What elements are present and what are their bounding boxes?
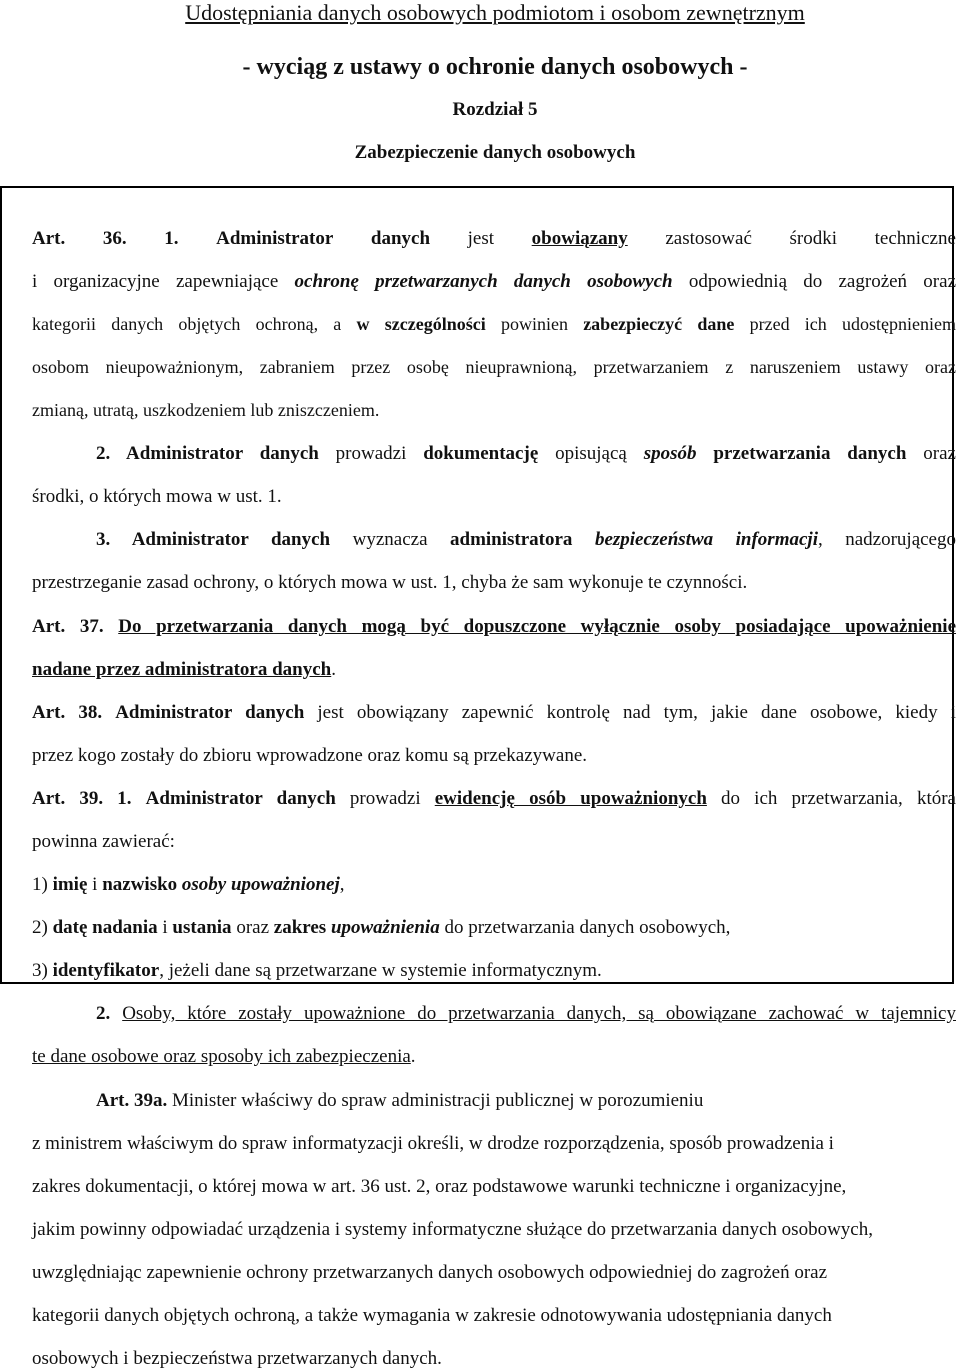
art39a-line-5: uwzględniając zapewnienie ochrony przetwarzanych danych osobowych odpowiedniej do zagrożeń oraz — [32, 1262, 828, 1283]
point-2: 2. — [96, 1003, 111, 1024]
art39-item-2 — [32, 917, 730, 939]
text-span: . — [410, 1046, 416, 1067]
text-span: datę nadania — [52, 917, 158, 938]
document-subtitle: - wyciąg z ustawy o ochronie danych osobowych - — [242, 54, 748, 80]
text-span: prowadzi — [318, 443, 424, 464]
art39-line-1 — [32, 788, 956, 810]
art37-text: Do przetwarzania danych mogą być dopuszczone wyłącznie osoby posiadające upoważnienie — [118, 616, 957, 637]
text-span: prowadzi — [335, 788, 435, 809]
art39-label: Art. 39. 1. — [32, 788, 132, 809]
text-span: 1) — [32, 874, 53, 895]
text-span: , jeżeli dane są przetwarzane w systemie informatycznym. — [159, 960, 602, 981]
text-span: . — [331, 659, 336, 680]
art39a-line-1 — [96, 1090, 703, 1112]
art39a-line-2: z ministrem właściwym do spraw informatyzacji określi, w drodze rozporządzenia, sposób prowadzenia i — [32, 1133, 834, 1154]
text-span: 2) — [32, 917, 53, 938]
text-span: nazwisko — [102, 874, 178, 895]
art36-number: 36. — [102, 228, 127, 249]
text-span — [572, 529, 595, 550]
point-3: 3. — [96, 529, 111, 550]
text-span: ustania — [172, 917, 232, 938]
art39a-label: Art. 39a. — [96, 1090, 168, 1111]
chapter-title: Zabezpieczenie danych osobowych — [354, 142, 636, 163]
text-span: oraz — [231, 917, 274, 938]
word-administrator: Administrator — [216, 228, 334, 249]
emphasis-bezpieczenstwa: bezpieczeństwa informacji — [594, 529, 818, 550]
text-span: , nadzorującego — [817, 529, 956, 550]
word-techniczne: techniczne — [874, 228, 956, 249]
text-span: oraz — [906, 443, 956, 464]
word-zastosowac: zastosować — [665, 228, 752, 249]
text-span: osoby upoważnionej — [181, 874, 340, 895]
art36-line-1 — [32, 228, 956, 250]
art36-p2-line-2: środki, o których mowa w ust. 1. — [32, 486, 282, 507]
text-span: 3) — [32, 960, 53, 981]
art36-p3-line-1 — [96, 529, 956, 551]
art36-p2-line-1 — [96, 443, 956, 465]
word-jest: jest — [467, 228, 495, 249]
art36-line-2 — [32, 271, 956, 293]
art36-line-5: zmianą, utratą, uszkodzeniem lub zniszczeniem. — [32, 400, 380, 420]
point-2: 2. — [96, 443, 111, 464]
art39-item-1 — [32, 874, 345, 896]
word-srodki: środki — [789, 228, 838, 249]
art37-text-cont: nadane przez administratora danych — [32, 659, 332, 680]
text-span: opisującą — [538, 443, 644, 464]
text-span: imię — [52, 874, 88, 895]
text-span: do ich przetwarzania, która — [706, 788, 956, 809]
art36-point: 1. — [164, 228, 179, 249]
text-span: Administrator danych — [110, 443, 319, 464]
frame-left-border — [0, 186, 2, 984]
art38-line-1 — [32, 702, 956, 724]
text-span: identyfikator — [52, 960, 160, 981]
art39-p2-line-1 — [96, 1003, 956, 1025]
text-span: i — [87, 874, 103, 895]
art39a-line-6: kategorii danych objętych ochroną, a także wymagania w zakresie odnotowywania udostępniania danych — [32, 1305, 832, 1326]
art39-p2-line-2 — [32, 1046, 416, 1068]
art37-line-2 — [32, 659, 336, 681]
text-span: i organizacyjne zapewniające — [32, 271, 295, 292]
text-span: Administrator danych — [110, 529, 331, 550]
text-span: te dane osobowe oraz sposoby ich zabezpieczenia — [32, 1046, 411, 1067]
art37-label: Art. 37. — [32, 616, 104, 637]
text-span: , — [339, 874, 345, 895]
art36-line-3 — [32, 313, 956, 335]
document-title: Udostępniania danych osobowych podmiotom i osobom zewnętrznym — [185, 0, 805, 25]
art38-line-2: przez kogo zostały do zbioru wprowadzone oraz komu są przekazywane. — [32, 745, 587, 766]
art39-line-2: powinna zawierać: — [32, 831, 175, 852]
text-span: Administrator danych — [145, 788, 336, 809]
text-span: zakres — [273, 917, 327, 938]
text-span: Minister właściwy do spraw administracji publicznej w porozumieniu — [167, 1090, 704, 1111]
text-span: i — [157, 917, 173, 938]
word-obowiazany: obowiązany — [531, 228, 628, 249]
art36-line-4: osobom nieupoważnionym, zabraniem przez osobę nieuprawnioną, przetwarzaniem z naruszeniem ustawy oraz — [32, 357, 956, 377]
art39a-line-3: zakres dokumentacji, o której mowa w art. 36 ust. 2, oraz podstawowe warunki techniczne i organizacyjne, — [32, 1176, 847, 1197]
text-span: Administrator danych — [115, 702, 305, 723]
art36-label: Art. — [32, 228, 66, 249]
emphasis-ochrona: ochronę przetwarzanych danych osobowych — [294, 271, 673, 292]
word-danych: danych — [370, 228, 431, 249]
text-span: przed ich udostępnieniem — [734, 314, 956, 334]
art39-item-3 — [32, 960, 602, 982]
text-span: do przetwarzania danych osobowych, — [439, 917, 731, 938]
art37-line-1 — [32, 616, 956, 638]
emphasis-administratora: administratora — [450, 529, 573, 550]
text-span: jest obowiązany zapewnić kontrolę nad tym, jakie dane osobowe, kiedy i — [304, 702, 956, 723]
text-span: powinien — [485, 314, 584, 334]
chapter-number: Rozdział 5 — [452, 99, 538, 120]
text-span: kategorii danych objętych ochroną, a — [32, 314, 357, 334]
emphasis-sposob: sposób — [643, 443, 697, 464]
emphasis-zabezpieczyc: zabezpieczyć dane — [583, 314, 735, 334]
art39a-line-7: osobowych i bezpieczeństwa przetwarzanych danych. — [32, 1348, 442, 1369]
emphasis-dokumentacje: dokumentację — [423, 443, 539, 464]
text-span: upoważnienia — [330, 917, 440, 938]
art36-p3-line-2: przestrzeganie zasad ochrony, o których mowa w ust. 1, chyba że sam wykonuje te czynności. — [32, 572, 748, 593]
text-span: wyznacza — [330, 529, 450, 550]
text-span: przetwarzania danych — [696, 443, 907, 464]
emphasis-w-szczegolnosci: w szczególności — [356, 314, 486, 334]
emphasis-ewidencja: ewidencję osób upoważnionych — [434, 788, 707, 809]
art39a-line-4: jakim powinny odpowiadać urządzenia i systemy informatyczne służące do przetwarzania danych osobowych, — [32, 1219, 873, 1240]
text-span: odpowiednią do zagrożeń oraz — [672, 271, 956, 292]
text-span: Osoby, które zostały upoważnione do przetwarzania danych, są obowiązane zachować w tajemnicy — [122, 1003, 956, 1024]
art38-label: Art. 38. — [32, 702, 103, 723]
